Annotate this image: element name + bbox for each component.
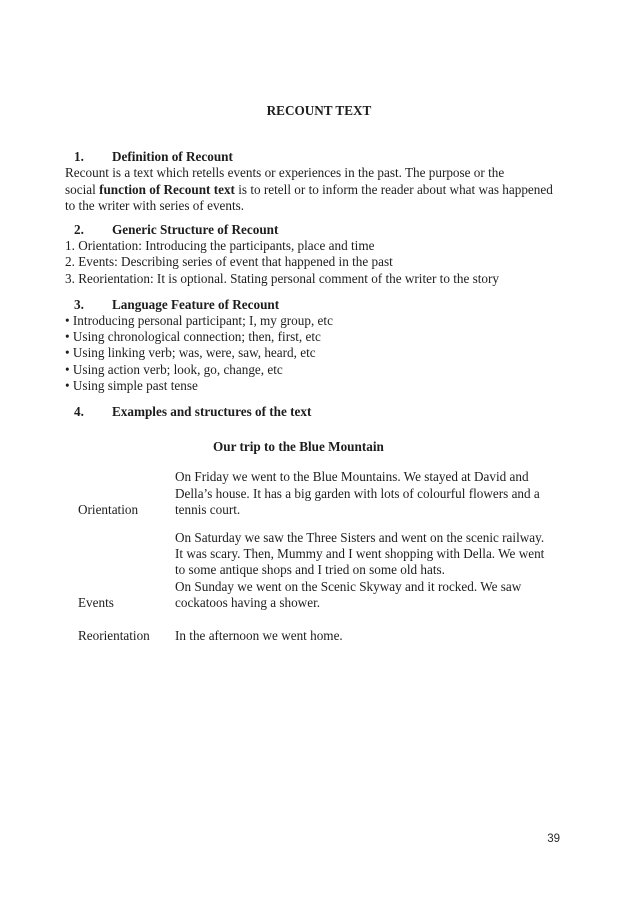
definition-paragraph [65,165,583,214]
section-heading-text: Definition of Recount [112,149,233,165]
story-line: On Sunday we went on the Scenic Skyway and it rocked. We saw [175,578,522,594]
page-number: 39 [547,833,560,845]
section-heading-text: Language Feature of Recount [112,296,280,312]
paragraph-bold-text: function of Recount text [99,181,235,197]
story-line: tennis court. [175,501,241,517]
structure-label: Reorientation [78,628,150,644]
story-paragraph [175,530,583,611]
bullet-item: • Using simple past tense [65,377,198,393]
paragraph-line: Recount is a text which retells events or experiences in the past. The purpose or the [65,165,505,181]
story-line: In the afternoon we went home. [175,628,343,644]
example-row-reorientation [65,628,583,644]
section-number: 4. [74,404,84,420]
bullet-item: • Using chronological connection; then, first, etc [65,329,321,345]
story-line: Della’s house. It has a big garden with lots of colourful flowers and a [175,485,540,501]
section-number: 2. [74,222,84,238]
document-title: RECOUNT TEXT [266,103,372,118]
example-row-events [65,530,583,611]
generic-structure-list [65,238,583,287]
section-heading-structure [65,222,583,238]
section-heading-text: Generic Structure of Recount [112,222,279,238]
story-line: On Saturday we saw the Three Sisters and went on the scenic railway. [175,530,545,546]
language-feature-list [65,313,583,394]
example-row-orientation [65,469,583,518]
section-heading-language [65,297,583,313]
paragraph-text: social [65,181,100,197]
story-line: On Friday we went to the Blue Mountains. We stayed at David and [175,469,529,485]
section-heading-text: Examples and structures of the text [112,404,312,420]
bullet-item: • Using linking verb; was, were, saw, heard, etc [65,345,316,361]
structure-label: Events [78,594,114,610]
section-heading-definition [65,149,583,165]
story-paragraph [175,628,583,644]
section-number: 1. [74,149,84,165]
bullet-item: • Using action verb; look, go, change, etc [65,361,283,377]
document-content [65,149,583,644]
paragraph-line [65,182,583,198]
section-heading-examples [65,404,583,420]
story-line: cockatoos having a shower. [175,594,321,610]
section-number: 3. [74,296,84,312]
paragraph-line: to the writer with series of events. [65,197,245,213]
story-line: to some antique shops and I tried on some old hats. [175,562,445,578]
list-item: 1. Orientation: Introducing the participants, place and time [65,238,375,254]
paragraph-text: is to retell or to inform the reader about what was happened [234,181,553,197]
story-line: It was scary. Then, Mummy and I went shopping with Della. We went [175,546,545,562]
list-item: 3. Reorientation: It is optional. Stating personal comment of the writer to the story [65,270,500,286]
structure-label: Orientation [78,501,139,517]
bullet-item: • Introducing personal participant; I, my group, etc [65,313,333,329]
story-paragraph [175,469,583,518]
list-item: 2. Events: Describing series of event that happened in the past [65,254,393,270]
story-title: Our trip to the Blue Mountain [213,439,384,455]
